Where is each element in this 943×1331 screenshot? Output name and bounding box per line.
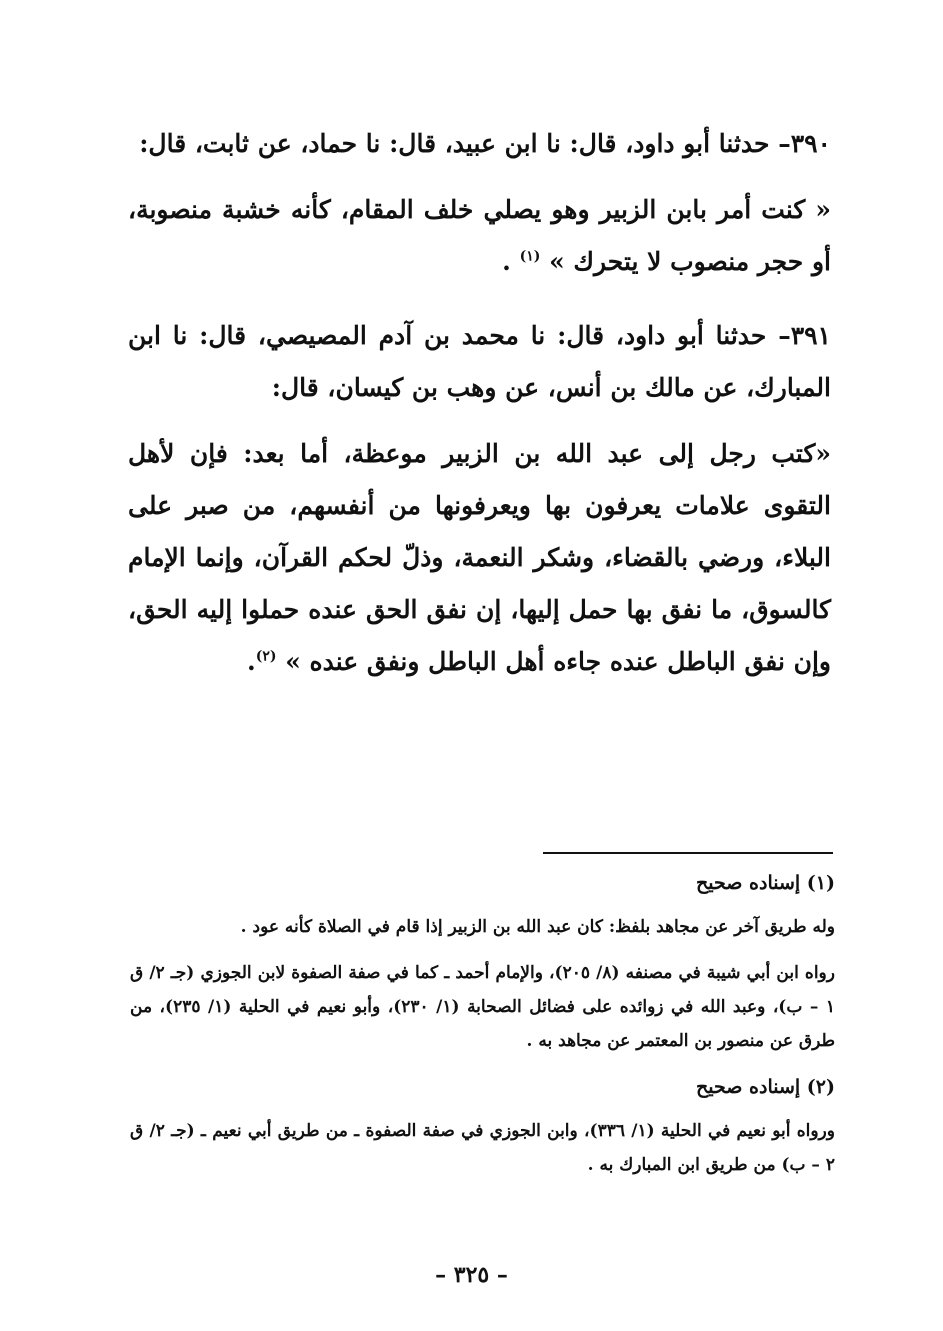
hadith-390-text [128,184,831,288]
footnote-2-paragraph: ورواه أبو نعيم في الحلية (١/ ٣٣٦)، وابن الجوزي في صفة الصفوة ـ من طريق أبي نعيم ـ (جـ ٢/ ق ٢ – ب) من طريق ابن المبارك به . [130,1121,835,1175]
footnote-1-paragraph: وله طريق آخر عن مجاهد بلفظ: كان عبد الله بن الزبير إذا قام في الصلاة كأنه عود . [240,917,835,937]
page-number: – ٣٢٥ – [435,1262,508,1288]
footnote-ref-2[interactable]: (٢) [255,648,277,665]
footnote-2-heading: (٢) إسناده صحيح [696,1076,835,1098]
main-text [128,118,831,710]
hadith-390-intro: ٣٩٠– حدثنا أبو داود، قال: نا ابن عبيد، قال: نا حماد، عن ثابت، قال: [139,129,831,158]
hadith-390-quote: « كنت أمر بابن الزبير وهو يصلي خلف المقام، كأنه خشبة منصوبة، أو حجر منصوب لا يتحرك » [128,195,831,276]
hadith-391-intro: ٣٩١– حدثنا أبو داود، قال: نا محمد بن آدم المصيصي، قال: نا ابن المبارك، عن مالك بن أنس، عن وهب بن كيسان، قال: [128,321,831,402]
footnote-1-heading: (١) إسناده صحيح [696,872,835,894]
footnotes [130,866,835,1194]
footnote-ref-1[interactable]: (١) [519,248,541,265]
hadith-390-end: . [502,247,511,276]
hadith-391-quote: «كتب رجل إلى عبد الله بن الزبير موعظة، أما بعد: فإن لأهل التقوى علامات يعرفون بها ويعرفونها من أنفسهم، من صبر على البلاء، ورضي بالقضاء، وشكر النعمة، وذلّ لحكم القرآن، وإنما الإمام كالسوق، ما نفق بها حمل إليها، إن نفق الحق عنده حملوا إليه الحق، وإن نفق الباطل عنده جاءه أهل الباطل ونفق عنده » [128,439,831,676]
hadith-391-end: . [247,647,256,676]
footnote-1-paragraph: رواه ابن أبي شيبة في مصنفه (٨/ ٢٠٥)، والإمام أحمد ـ كما في صفة الصفوة لابن الجوزي (جـ ٢/ ق ١ – ب)، وعبد الله في زوائده على فضائل الصحابة (١/ ٢٣٠)، وأبو نعيم في الحلية (١/ ٢٣٥)، من طرق عن منصور بن المعتمر عن مجاهد به . [130,963,835,1051]
footnote-separator [543,852,833,854]
hadith-391-text [128,428,831,688]
